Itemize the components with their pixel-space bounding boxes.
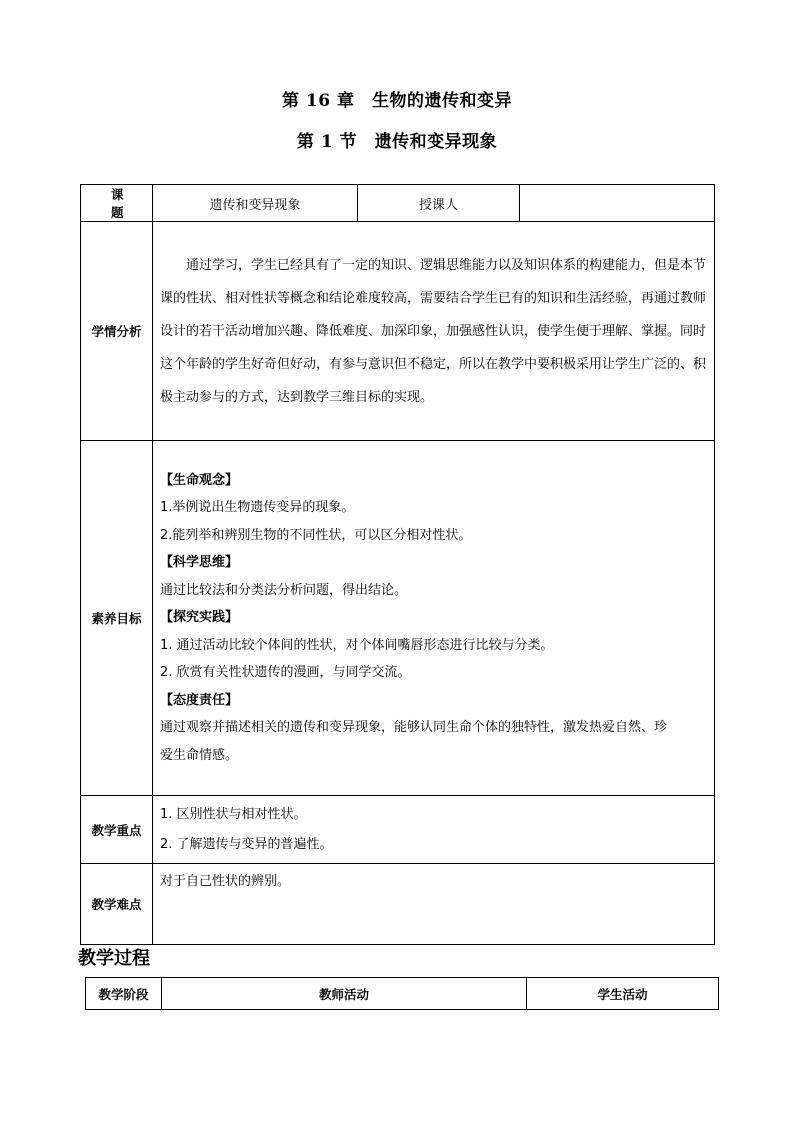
goal-item: 1. 通过活动比较个体间的性状，对个体间嘴唇形态进行比较与分类。: [160, 637, 554, 653]
teaching-process-table: [85, 977, 719, 1010]
goal-item: 2. 欣赏有关性状遗传的漫画，与同学交流。: [160, 665, 411, 681]
goal-heading-life: 【生命观念】: [160, 472, 239, 488]
key-point-item: 1. 区别性状与相对性状。: [160, 806, 307, 822]
column-header-stage: 教学阶段: [86, 978, 162, 1010]
goal-item: 爱生命情感。: [160, 747, 239, 763]
goal-item: 通过比较法和分类法分析问题，得出结论。: [160, 582, 408, 598]
analysis-text: 通过学习，学生已经具有了一定的知识、逻辑思维能力以及知识体系的构建能力，但是本节课的性状、相对性状等概念和结论难度较高，需要结合学生已有的知识和生活经验，再通过教师设计的若干活动增加兴趣、降低难度、加深印象，加强感性认识，使学生便于理解、掌握。同时这个年龄的学生好奇但好动，有参与意识但不稳定，所以在教学中要积极采用让学生广泛的、积极主动参与的方式，达到教学三维目标的实现。: [153, 222, 715, 441]
goal-item: 1.举例说出生物遗传变异的现象。: [160, 500, 355, 516]
teacher-label: 授课人: [358, 185, 520, 222]
goal-heading-science: 【科学思维】: [160, 555, 239, 571]
topic-label: 课题: [81, 185, 153, 222]
key-point-item: 2. 了解遗传与变异的普遍性。: [160, 836, 333, 852]
goal-heading-attitude: 【态度责任】: [160, 692, 239, 708]
difficulty-text: 对于自己性状的辨别。: [153, 864, 715, 945]
key-points-content: [153, 796, 715, 864]
column-header-student: 学生活动: [527, 978, 719, 1010]
topic-value: 遗传和变异现象: [153, 185, 358, 222]
key-points-label: 教学重点: [81, 796, 153, 864]
process-heading: 教学过程: [78, 948, 150, 969]
difficulty-label: 教学难点: [81, 864, 153, 945]
column-header-teacher: 教师活动: [162, 978, 527, 1010]
goal-item: 2.能列举和辨别生物的不同性状，可以区分相对性状。: [160, 527, 472, 543]
lesson-info-table: [80, 184, 715, 945]
chapter-title: 第 16 章 生物的遗传和变异: [282, 91, 512, 111]
goal-item: 通过观察并描述相关的遗传和变异现象，能够认同生命个体的独特性，激发热爱自然、珍: [160, 720, 668, 736]
analysis-label: 学情分析: [81, 222, 153, 441]
section-title: 第 1 节 遗传和变异现象: [296, 132, 498, 152]
goal-heading-explore: 【探究实践】: [160, 610, 239, 626]
goals-label: 素养目标: [81, 441, 153, 796]
teacher-value: [520, 185, 715, 222]
goals-content: [153, 441, 715, 796]
